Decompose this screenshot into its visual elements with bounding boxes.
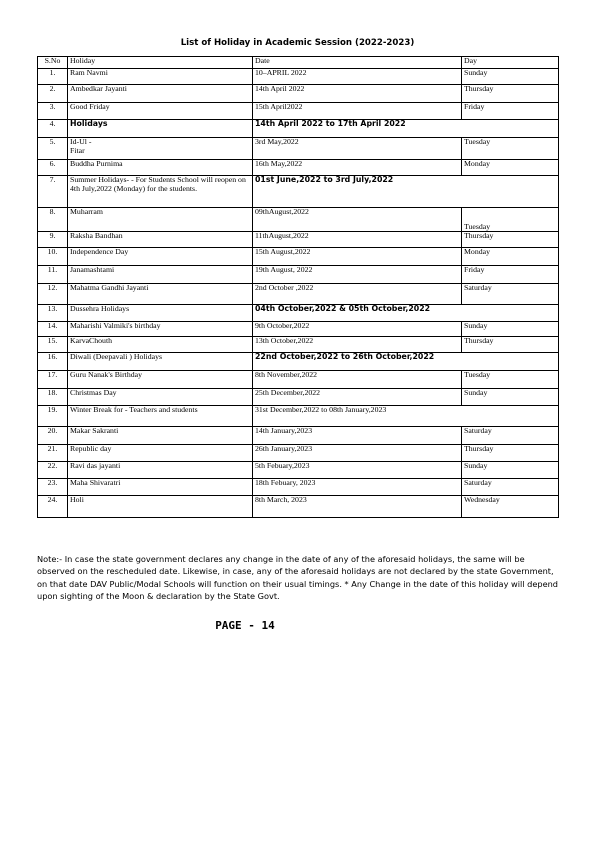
- row-holiday: Ravi das jayanti: [68, 462, 253, 479]
- page-number: PAGE - 14: [215, 619, 275, 632]
- header-sno: S.No: [38, 57, 68, 69]
- row-sno: 7.: [38, 176, 68, 208]
- holiday-table-body: [38, 57, 559, 518]
- note-paragraph: Note:- In case the state government declares any change in the date of any of the aforesaid holidays, the same will be observed on the rescheduled date. Likewise, in case, any of the aforesaid holidays are not declared by the state Government, on that date DAV Public/Modal Schools will function on their usual timings. * Any Change in the date of this holiday will depend upon sighting of the Moon & declaration by the State Govt.: [37, 554, 559, 602]
- row-holiday: Dussehra Holidays: [68, 305, 253, 322]
- table-row: [38, 120, 559, 138]
- row-holiday: Holidays: [68, 120, 253, 138]
- table-row: [38, 322, 559, 337]
- row-day: Wednesday: [462, 496, 559, 518]
- row-holiday: Republic day: [68, 445, 253, 462]
- row-day: Tuesday: [462, 208, 559, 232]
- table-row: [38, 496, 559, 518]
- row-date: 5th Febuary,2023: [253, 462, 462, 479]
- row-date: 3rd May,2022: [253, 138, 462, 160]
- table-row: [38, 103, 559, 120]
- row-date: 9th October,2022: [253, 322, 462, 337]
- row-date: 14th April 2022: [253, 85, 462, 103]
- table-row: [38, 305, 559, 322]
- row-day: Monday: [462, 160, 559, 176]
- table-row: [38, 389, 559, 406]
- row-holiday: Janamashtami: [68, 266, 253, 284]
- row-sno: 8.: [38, 208, 68, 232]
- table-row: [38, 248, 559, 266]
- row-day: Saturday: [462, 427, 559, 445]
- row-date-span: 01st June,2022 to 3rd July,2022: [253, 176, 559, 208]
- table-row: [38, 176, 559, 208]
- row-holiday: Good Friday: [68, 103, 253, 120]
- row-date: 13th October,2022: [253, 337, 462, 353]
- row-date: 18th Febuary, 2023: [253, 479, 462, 496]
- row-date: 2nd October ,2022: [253, 284, 462, 305]
- row-day: Thursday: [462, 85, 559, 103]
- row-sno: 20.: [38, 427, 68, 445]
- row-sno: 9.: [38, 232, 68, 248]
- row-date: 19th August, 2022: [253, 266, 462, 284]
- row-holiday: Christmas Day: [68, 389, 253, 406]
- row-holiday: Mahatma Gandhi Jayanti: [68, 284, 253, 305]
- row-holiday: Guru Nanak's Birthday: [68, 371, 253, 389]
- table-row: [38, 479, 559, 496]
- holiday-table: [37, 56, 559, 518]
- table-header-row: [38, 57, 559, 69]
- row-sno: 5.: [38, 138, 68, 160]
- row-holiday: KarvaChouth: [68, 337, 253, 353]
- row-holiday: Raksha Bandhan: [68, 232, 253, 248]
- row-day: Thursday: [462, 337, 559, 353]
- table-row: [38, 337, 559, 353]
- row-day: Thursday: [462, 232, 559, 248]
- row-holiday: Summer Holidays- - For Students School will reopen on 4th July,2022 (Monday) for the students.: [68, 176, 253, 208]
- row-holiday: Buddha Purnima: [68, 160, 253, 176]
- row-sno: 24.: [38, 496, 68, 518]
- row-date: 8th November,2022: [253, 371, 462, 389]
- header-holiday: Holiday: [68, 57, 253, 69]
- row-sno: 11.: [38, 266, 68, 284]
- row-holiday: Ram Navmi: [68, 69, 253, 85]
- row-sno: 18.: [38, 389, 68, 406]
- document-title: List of Holiday in Academic Session (2022-2023): [180, 38, 415, 48]
- row-sno: 1.: [38, 69, 68, 85]
- row-holiday: Maha Shivaratri: [68, 479, 253, 496]
- row-sno: 4.: [38, 120, 68, 138]
- row-holiday: Diwali (Deepavali ) Holidays: [68, 353, 253, 371]
- row-holiday: Makar Sakranti: [68, 427, 253, 445]
- row-holiday: Maharishi Valmiki's birthday: [68, 322, 253, 337]
- row-day: Sunday: [462, 462, 559, 479]
- header-date: Date: [253, 57, 462, 69]
- row-day: Saturday: [462, 284, 559, 305]
- row-day: Friday: [462, 266, 559, 284]
- row-sno: 22.: [38, 462, 68, 479]
- row-holiday: Holi: [68, 496, 253, 518]
- row-day: Saturday: [462, 479, 559, 496]
- row-date: 11thAugust,2022: [253, 232, 462, 248]
- row-date-span: 22nd October,2022 to 26th October,2022: [253, 353, 559, 371]
- row-day: Sunday: [462, 69, 559, 85]
- row-sno: 16.: [38, 353, 68, 371]
- row-day: Sunday: [462, 322, 559, 337]
- row-sno: 23.: [38, 479, 68, 496]
- table-row: [38, 353, 559, 371]
- row-date: 15th August,2022: [253, 248, 462, 266]
- row-date: 09thAugust,2022: [253, 208, 462, 232]
- row-date: 25th December,2022: [253, 389, 462, 406]
- row-sno: 3.: [38, 103, 68, 120]
- row-holiday: Winter Break for - Teachers and students: [68, 406, 253, 427]
- table-row: [38, 406, 559, 427]
- row-date-span: 31st December,2022 to 08th January,2023: [253, 406, 559, 427]
- row-holiday: Ambedkar Jayanti: [68, 85, 253, 103]
- row-sno: 21.: [38, 445, 68, 462]
- row-sno: 19.: [38, 406, 68, 427]
- row-date: 26th January,2023: [253, 445, 462, 462]
- row-day: Tuesday: [462, 371, 559, 389]
- row-day: Monday: [462, 248, 559, 266]
- row-sno: 14.: [38, 322, 68, 337]
- row-day: Tuesday: [462, 138, 559, 160]
- table-row: [38, 462, 559, 479]
- row-day: Thursday: [462, 445, 559, 462]
- row-day: Sunday: [462, 389, 559, 406]
- table-row: [38, 138, 559, 160]
- row-holiday: Muharram: [68, 208, 253, 232]
- row-date: 15th April2022: [253, 103, 462, 120]
- row-sno: 13.: [38, 305, 68, 322]
- row-date-span: 14th April 2022 to 17th April 2022: [253, 120, 559, 138]
- row-sno: 6.: [38, 160, 68, 176]
- row-sno: 10.: [38, 248, 68, 266]
- table-row: [38, 427, 559, 445]
- row-sno: 17.: [38, 371, 68, 389]
- row-date: 14th January,2023: [253, 427, 462, 445]
- table-row: [38, 160, 559, 176]
- header-day: Day: [462, 57, 559, 69]
- table-row: [38, 266, 559, 284]
- row-date-span: 04th October,2022 & 05th October,2022: [253, 305, 559, 322]
- table-row: [38, 371, 559, 389]
- row-holiday: Id-Ul - Fitar: [68, 138, 253, 160]
- row-date: 8th March, 2023: [253, 496, 462, 518]
- row-sno: 2.: [38, 85, 68, 103]
- row-date: 16th May,2022: [253, 160, 462, 176]
- row-holiday: Independence Day: [68, 248, 253, 266]
- table-row: [38, 232, 559, 248]
- table-row: [38, 85, 559, 103]
- row-day: Friday: [462, 103, 559, 120]
- row-sno: 15.: [38, 337, 68, 353]
- row-sno: 12.: [38, 284, 68, 305]
- table-row: [38, 445, 559, 462]
- table-row: [38, 284, 559, 305]
- row-date: 10–APRIL 2022: [253, 69, 462, 85]
- table-row: [38, 208, 559, 232]
- table-row: [38, 69, 559, 85]
